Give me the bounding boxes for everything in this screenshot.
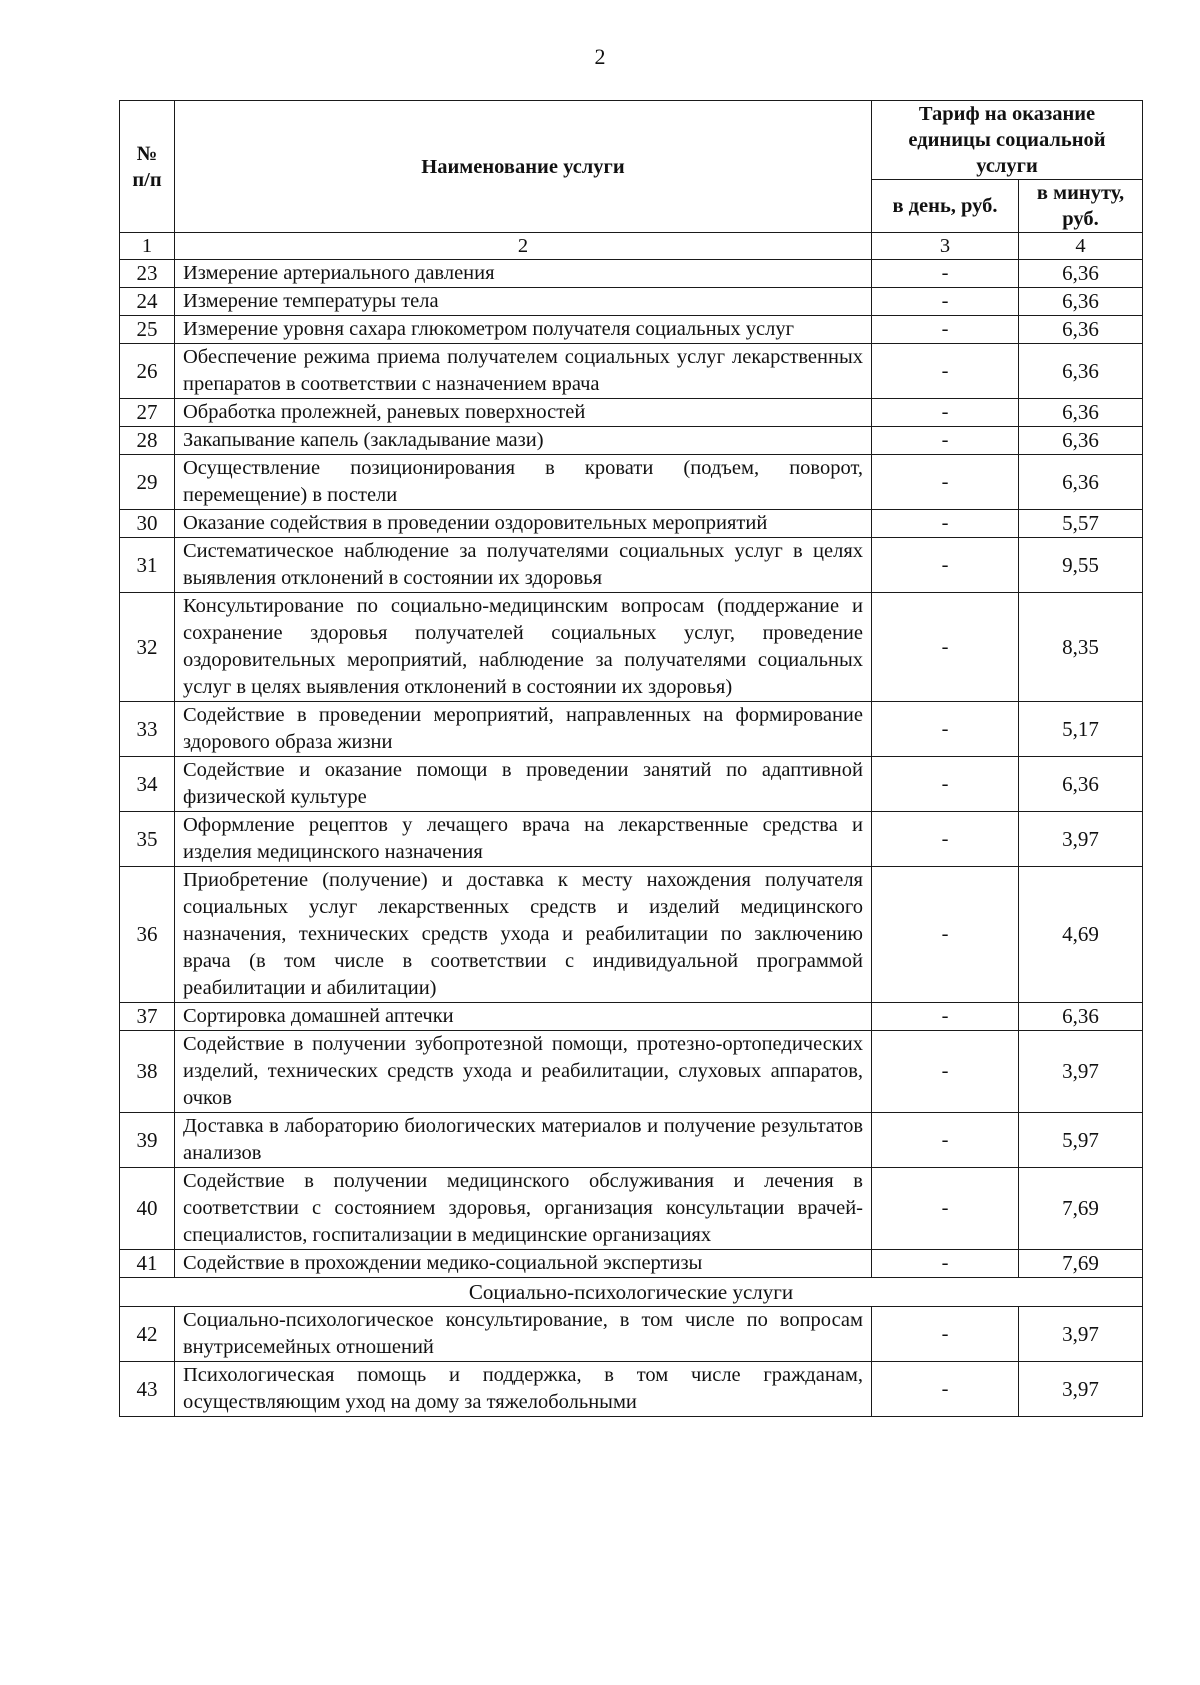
service-name: Содействие в получении зубопротезной помощи, протезно-ортопедических изделий, технических средств ухода и реабилитации, слуховых аппаратов, очков: [175, 1031, 872, 1113]
tariff-per-day: -: [872, 1362, 1019, 1417]
service-name: Оформление рецептов у лечащего врача на лекарственные средства и изделия медицинского назначения: [175, 812, 872, 867]
tariff-per-day: -: [872, 593, 1019, 702]
header-service-name: Наименование услуги: [175, 101, 872, 233]
tariff-per-minute: 7,69: [1019, 1168, 1143, 1250]
tariff-per-day: -: [872, 1031, 1019, 1113]
table-row: [120, 1031, 1143, 1113]
row-number: 41: [120, 1250, 175, 1278]
table-row: [120, 757, 1143, 812]
service-name: Содействие в проведении мероприятий, направленных на формирование здорового образа жизни: [175, 702, 872, 757]
row-number: 42: [120, 1307, 175, 1362]
service-name: Содействие в прохождении медико-социальной экспертизы: [175, 1250, 872, 1278]
service-name: Содействие в получении медицинского обслуживания и лечения в соответствии с состоянием здоровья, организация консультации врачей-специалистов, госпитализации в медицинские организациях: [175, 1168, 872, 1250]
tariff-per-day: -: [872, 288, 1019, 316]
row-number: 38: [120, 1031, 175, 1113]
header-per-minute: в минуту, руб.: [1019, 180, 1143, 233]
table-row: [120, 288, 1143, 316]
tariff-per-day: -: [872, 344, 1019, 399]
table-row: [120, 344, 1143, 399]
row-number: 23: [120, 260, 175, 288]
tariff-per-minute: 6,36: [1019, 427, 1143, 455]
row-number: 28: [120, 427, 175, 455]
service-name: Приобретение (получение) и доставка к месту нахождения получателя социальных услуг лекарственных средств и изделий медицинского назначения, технических средств ухода и реабилитации по заключению врача (в том числе в соответствии с индивидуальной программой реабилитации и абилитации): [175, 867, 872, 1003]
service-name: Консультирование по социально-медицинским вопросам (поддержание и сохранение здоровья получателей социальных услуг, проведение оздоровительных мероприятий, наблюдение за получателями социальных услуг в целях выявления отклонений в состоянии их здоровья): [175, 593, 872, 702]
service-name: Систематическое наблюдение за получателями социальных услуг в целях выявления отклонений в состоянии их здоровья: [175, 538, 872, 593]
tariff-per-minute: 3,97: [1019, 1031, 1143, 1113]
tariff-per-day: -: [872, 1003, 1019, 1031]
service-name: Доставка в лабораторию биологических материалов и получение результатов анализов: [175, 1113, 872, 1168]
header-tariff: Тариф на оказание единицы социальной услуги: [872, 101, 1143, 180]
tariff-per-minute: 6,36: [1019, 455, 1143, 510]
tariff-per-day: -: [872, 757, 1019, 812]
header-per-day: в день, руб.: [872, 180, 1019, 233]
tariff-per-day: -: [872, 260, 1019, 288]
service-name: Психологическая помощь и поддержка, в том числе гражданам, осуществляющим уход на дому за тяжелобольными: [175, 1362, 872, 1417]
table-row: [120, 260, 1143, 288]
tariff-per-day: -: [872, 510, 1019, 538]
row-number: 27: [120, 399, 175, 427]
row-number: 25: [120, 316, 175, 344]
tariff-per-minute: 6,36: [1019, 1003, 1143, 1031]
tariff-per-minute: 6,36: [1019, 399, 1143, 427]
tariff-per-minute: 3,97: [1019, 1307, 1143, 1362]
tariff-per-day: -: [872, 867, 1019, 1003]
column-index: 2: [175, 233, 872, 260]
table-row: [120, 593, 1143, 702]
row-number: 24: [120, 288, 175, 316]
service-name: Измерение температуры тела: [175, 288, 872, 316]
service-name: Измерение артериального давления: [175, 260, 872, 288]
page-number: 2: [594, 44, 606, 69]
service-name: Социально-психологическое консультирование, в том числе по вопросам внутрисемейных отношений: [175, 1307, 872, 1362]
column-index: 4: [1019, 233, 1143, 260]
tariff-per-day: -: [872, 427, 1019, 455]
tariff-per-minute: 7,69: [1019, 1250, 1143, 1278]
tariff-per-minute: 3,97: [1019, 812, 1143, 867]
table-header-row: [120, 101, 1143, 180]
tariff-per-minute: 6,36: [1019, 260, 1143, 288]
tariff-per-minute: 9,55: [1019, 538, 1143, 593]
service-name: Обеспечение режима приема получателем социальных услуг лекарственных препаратов в соответствии с назначением врача: [175, 344, 872, 399]
section-title: Социально-психологические услуги: [120, 1278, 1143, 1307]
table-row: [120, 427, 1143, 455]
column-index-row: [120, 233, 1143, 260]
tariff-per-minute: 4,69: [1019, 867, 1143, 1003]
tariff-per-minute: 6,36: [1019, 344, 1143, 399]
table-row: [120, 316, 1143, 344]
service-name: Осуществление позиционирования в кровати (подъем, поворот, перемещение) в постели: [175, 455, 872, 510]
tariff-per-day: -: [872, 455, 1019, 510]
row-number: 34: [120, 757, 175, 812]
table-row: [120, 1113, 1143, 1168]
tariff-per-day: -: [872, 1168, 1019, 1250]
column-index: 1: [120, 233, 175, 260]
tariff-per-minute: 5,57: [1019, 510, 1143, 538]
row-number: 33: [120, 702, 175, 757]
tariff-per-minute: 6,36: [1019, 757, 1143, 812]
tariff-per-day: -: [872, 538, 1019, 593]
section-body: [120, 1278, 1143, 1307]
column-index: 3: [872, 233, 1019, 260]
service-name: Закапывание капель (закладывание мази): [175, 427, 872, 455]
table-row: [120, 867, 1143, 1003]
table-body-section2: [120, 1307, 1143, 1417]
tariff-per-day: -: [872, 1307, 1019, 1362]
table-body: [120, 260, 1143, 1278]
row-number: 39: [120, 1113, 175, 1168]
tariff-per-minute: 5,97: [1019, 1113, 1143, 1168]
tariff-per-minute: 6,36: [1019, 316, 1143, 344]
row-number: 26: [120, 344, 175, 399]
row-number: 40: [120, 1168, 175, 1250]
tariff-per-day: -: [872, 702, 1019, 757]
tariff-per-minute: 8,35: [1019, 593, 1143, 702]
tariff-per-minute: 6,36: [1019, 288, 1143, 316]
table-row: [120, 510, 1143, 538]
tariff-table: [119, 100, 1143, 1417]
tariff-per-day: -: [872, 399, 1019, 427]
tariff-per-minute: 5,17: [1019, 702, 1143, 757]
table-row: [120, 812, 1143, 867]
section-row: [120, 1278, 1143, 1307]
tariff-per-day: -: [872, 1250, 1019, 1278]
row-number: 32: [120, 593, 175, 702]
table-row: [120, 1168, 1143, 1250]
service-name: Содействие и оказание помощи в проведении занятий по адаптивной физической культуре: [175, 757, 872, 812]
table-row: [120, 1250, 1143, 1278]
row-number: 35: [120, 812, 175, 867]
service-name: Сортировка домашней аптечки: [175, 1003, 872, 1031]
table-row: [120, 1003, 1143, 1031]
row-number: 31: [120, 538, 175, 593]
service-name: Измерение уровня сахара глюкометром получателя социальных услуг: [175, 316, 872, 344]
table-row: [120, 538, 1143, 593]
table-row: [120, 399, 1143, 427]
row-number: 30: [120, 510, 175, 538]
tariff-per-day: -: [872, 316, 1019, 344]
header-number: № п/п: [120, 101, 175, 233]
row-number: 29: [120, 455, 175, 510]
service-name: Обработка пролежней, раневых поверхностей: [175, 399, 872, 427]
tariff-per-day: -: [872, 812, 1019, 867]
table-row: [120, 702, 1143, 757]
service-name: Оказание содействия в проведении оздоровительных мероприятий: [175, 510, 872, 538]
table-row: [120, 455, 1143, 510]
row-number: 36: [120, 867, 175, 1003]
tariff-per-minute: 3,97: [1019, 1362, 1143, 1417]
table-row: [120, 1362, 1143, 1417]
tariff-per-day: -: [872, 1113, 1019, 1168]
table-row: [120, 1307, 1143, 1362]
row-number: 37: [120, 1003, 175, 1031]
row-number: 43: [120, 1362, 175, 1417]
